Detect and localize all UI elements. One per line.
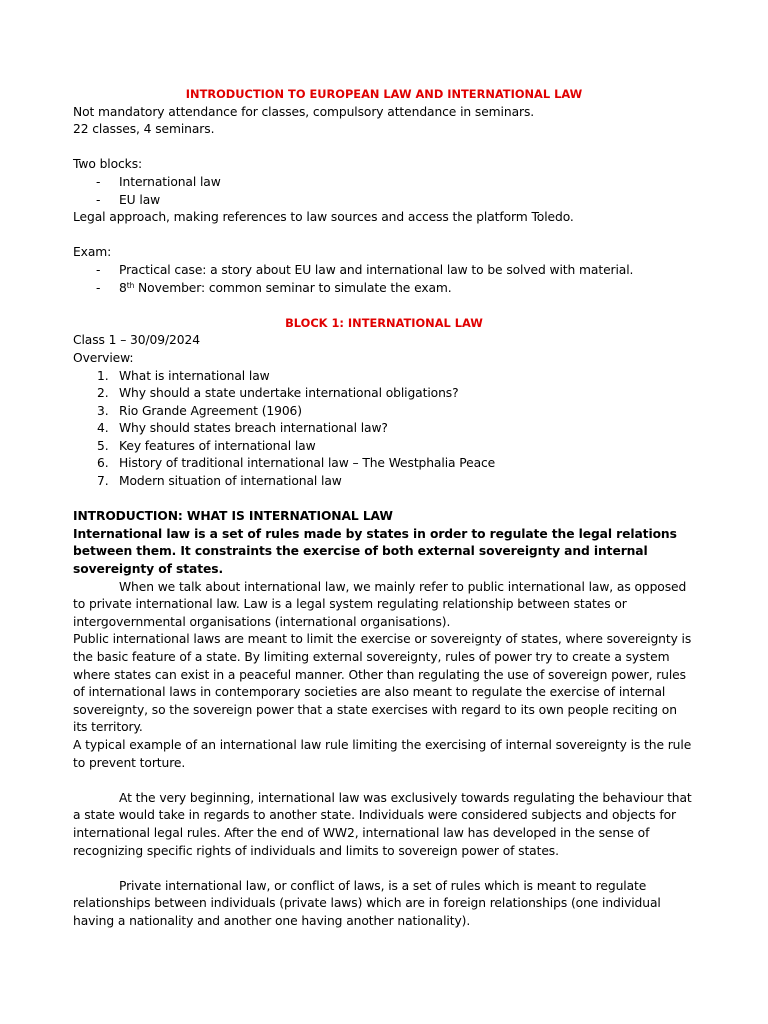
document-body <box>73 86 695 931</box>
definition-paragraph: International law is a set of rules made by states in order to regulate the legal relations between them. It constraints the exercise of both external sovereignty and internal sovereignty of states. <box>73 526 677 577</box>
list-number: 2. <box>97 386 109 401</box>
paragraph-5: Private international law, or conflict of laws, is a set of rules which is meant to regulate relationships between individuals (private laws) which are in foreign relationships (one individual having a nationality and another one having another nationality). <box>73 878 661 928</box>
blocks-list <box>73 174 695 209</box>
blank-line <box>73 297 695 315</box>
exam-heading: Exam: <box>73 245 112 260</box>
list-number: 7. <box>97 474 109 489</box>
list-item <box>73 385 695 403</box>
list-item <box>73 192 695 210</box>
list-number: 4. <box>97 421 109 436</box>
list-item <box>73 280 695 298</box>
list-item-text: International law <box>119 174 221 189</box>
paragraph-2: Public international laws are meant to limit the exercise or sovereignty of states, where sovereignty is the basic feature of a state. By limiting external sovereignty, rules of power try to create a system where states can exist in a peaceful manner. Other than regulating the use of sovereign power, rules of international laws in contemporary societies are also meant to regulate the exercise of internal sovereignty, so the sovereign power that a state exercises with regard to its own people reciting on its territory. <box>73 632 692 735</box>
blank-line <box>73 772 695 790</box>
list-item <box>73 473 695 491</box>
paragraph-1: When we talk about international law, we mainly refer to public international law, as opposed to private international law. Law is a legal system regulating relationship between states or intergovernmental organisations (international organisations). <box>73 579 687 629</box>
block1-title: BLOCK 1: INTERNATIONAL LAW <box>285 315 483 330</box>
list-item-text: Modern situation of international law <box>119 474 342 489</box>
list-item-text: History of traditional international law – The Westphalia Peace <box>119 456 496 471</box>
dash-marker: - <box>96 262 101 277</box>
list-item <box>73 420 695 438</box>
list-item-text: Rio Grande Agreement (1906) <box>119 403 302 418</box>
list-item-text: Practical case: a story about EU law and international law to be solved with material. <box>119 262 634 277</box>
list-item <box>73 174 695 192</box>
blocks-heading: Two blocks: <box>73 157 143 172</box>
list-number: 5. <box>97 438 109 453</box>
attendance-text: Not mandatory attendance for classes, compulsory attendance in seminars. <box>73 104 535 119</box>
exam-date-day: 8 <box>119 280 127 295</box>
overview-list <box>73 368 695 491</box>
list-number: 6. <box>97 456 109 471</box>
approach-text: Legal approach, making references to law sources and access the platform Toledo. <box>73 210 574 225</box>
list-item <box>73 262 695 280</box>
list-number: 3. <box>97 403 109 418</box>
list-item-text: Why should a state undertake international obligations? <box>119 386 459 401</box>
paragraph-4: At the very beginning, international law was exclusively towards regulating the behaviour that a state would take in regards to another state. Individuals were considered subjects and objects for international legal rules. After the end of WW2, international law has developed in the sense of recognizing specific rights of individuals and limits to sovereign power of states. <box>73 790 692 858</box>
classes-text: 22 classes, 4 seminars. <box>73 122 215 137</box>
overview-heading: Overview: <box>73 350 134 365</box>
exam-date-text: November: common seminar to simulate the exam. <box>134 280 452 295</box>
list-item-text: Key features of international law <box>119 438 316 453</box>
class-line: Class 1 – 30/09/2024 <box>73 333 200 348</box>
list-item-text: EU law <box>119 192 161 207</box>
intro-heading: INTRODUCTION: WHAT IS INTERNATIONAL LAW <box>73 509 393 524</box>
list-item <box>73 403 695 421</box>
list-item-text: What is international law <box>119 368 270 383</box>
list-item <box>73 368 695 386</box>
blank-line <box>73 860 695 878</box>
blank-line <box>73 227 695 245</box>
paragraph-3: A typical example of an international law rule limiting the exercising of internal sovereignty is the rule to prevent torture. <box>73 737 692 770</box>
list-item <box>73 455 695 473</box>
dash-marker: - <box>96 174 101 189</box>
blank-line <box>73 139 695 157</box>
list-item-text: Why should states breach international law? <box>119 421 388 436</box>
list-number: 1. <box>97 368 109 383</box>
dash-marker: - <box>96 192 101 207</box>
exam-date-ordinal: th <box>126 280 135 290</box>
exam-list <box>73 262 695 297</box>
dash-marker: - <box>96 280 101 295</box>
list-item <box>73 438 695 456</box>
document-title: INTRODUCTION TO EUROPEAN LAW AND INTERNATIONAL LAW <box>185 87 583 101</box>
blank-line <box>73 491 695 509</box>
